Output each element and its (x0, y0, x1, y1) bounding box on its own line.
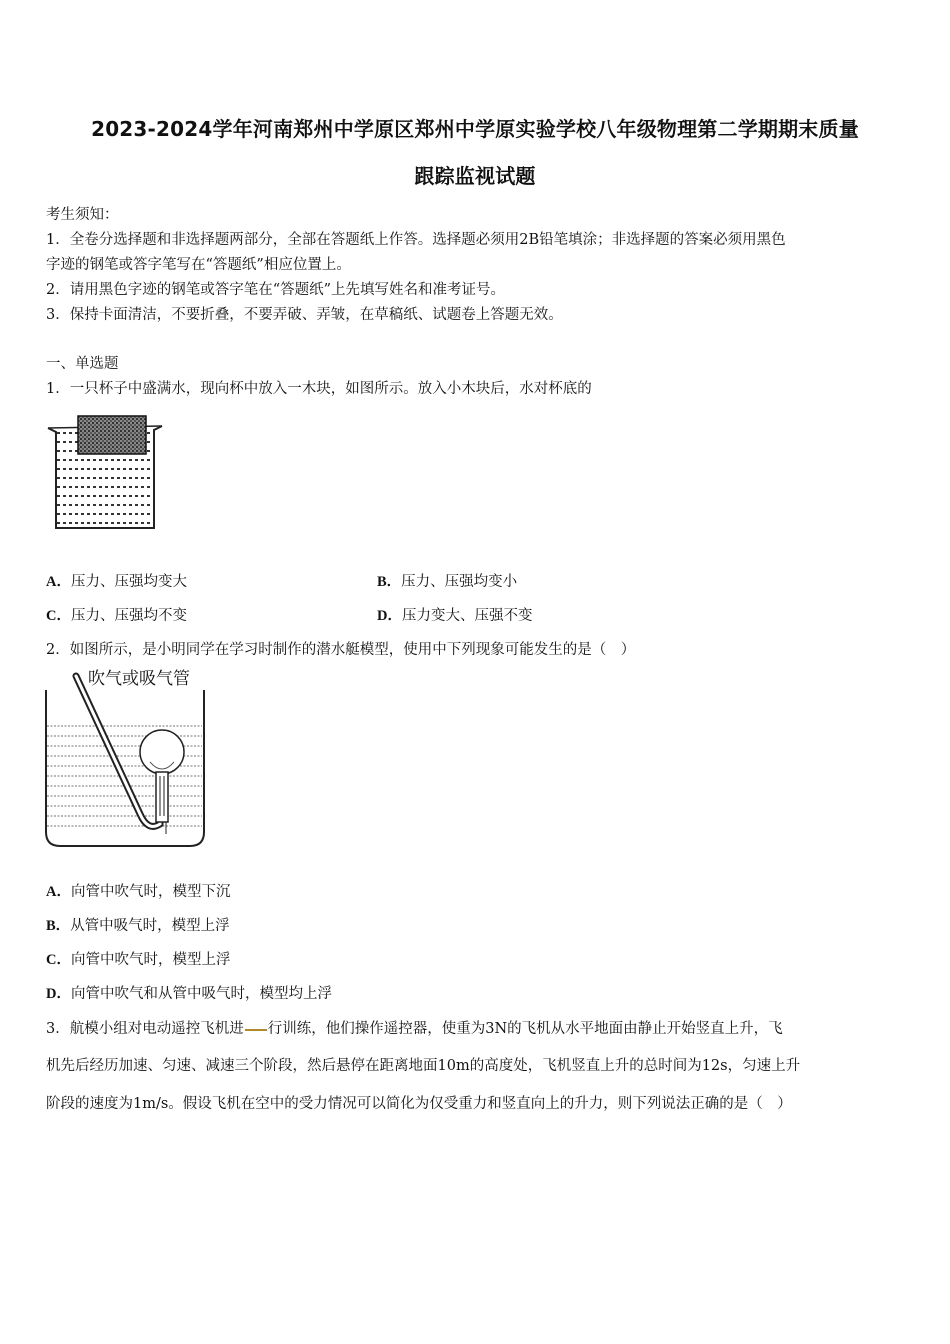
notice-item-3: 3．保持卡面清洁，不要折叠，不要弄破、弄皱，在草稿纸、试题卷上答题无效。 (46, 307, 563, 323)
q1-option-b[interactable]: B．压力、压强均变小 (377, 574, 518, 590)
q2-option-c[interactable]: C．向管中吹气时，模型上浮 (46, 952, 231, 968)
q1-cup-figure (44, 410, 168, 534)
q2-submarine-figure (42, 664, 208, 850)
exam-title-line-1: 2023-2024学年河南郑州中学原区郑州中学原实验学校八年级物理第二学期期末质量 (91, 117, 859, 141)
notice-item-2: 2．请用黑色字迹的钢笔或答字笔在“答题纸”上先填写姓名和准考证号。 (46, 282, 506, 298)
q2-figure-label: 吹气或吸气管 (88, 669, 190, 689)
q3-stem-line-1: 3．航模小组对电动遥控飞机进 行训练，他们操作遥控器，使重为3N的飞机从水平地面由静止开始竖直上升，飞 (46, 1021, 783, 1037)
q3-stem-line-3: 阶段的速度为1m/s。假设飞机在空中的受力情况可以简化为仅受重力和竖直向上的升力，则下列说法正确的是（ ） (46, 1096, 792, 1112)
section-heading: 一、单选题 (46, 356, 119, 372)
q1-stem: 1．一只杯子中盛满水，现向杯中放入一木块，如图所示。放入小木块后，水对杯底的 (46, 381, 592, 397)
q2-option-a[interactable]: A．向管中吹气时，模型下沉 (46, 884, 231, 900)
notice-item-1: 1．全卷分选择题和非选择题两部分，全部在答题纸上作答。选择题必须用2B铅笔填涂；非选择题的答案必须用黑色 (46, 232, 786, 248)
q1-option-d[interactable]: D．压力变大、压强不变 (377, 608, 533, 624)
q1-option-a[interactable]: A．压力、压强均变大 (46, 574, 187, 590)
notice-heading: 考生须知： (46, 207, 119, 223)
fill-blank (245, 1029, 267, 1031)
notice-item-1-cont: 字迹的钢笔或答字笔写在“答题纸”相应位置上。 (46, 257, 351, 273)
q2-stem: 2．如图所示，是小明同学在学习时制作的潜水艇模型，使用中下列现象可能发生的是（ ） (46, 642, 636, 658)
q2-option-d[interactable]: D．向管中吹气和从管中吸气时，模型均上浮 (46, 986, 332, 1002)
q3-stem-line-2: 机先后经历加速、匀速、减速三个阶段，然后悬停在距离地面10m的高度处，飞机竖直上升的总时间为12s，匀速上升 (46, 1058, 801, 1074)
exam-title-line-2: 跟踪监视试题 (414, 164, 536, 188)
q1-option-c[interactable]: C．压力、压强均不变 (46, 608, 187, 624)
q2-option-b[interactable]: B．从管中吸气时，模型上浮 (46, 918, 230, 934)
